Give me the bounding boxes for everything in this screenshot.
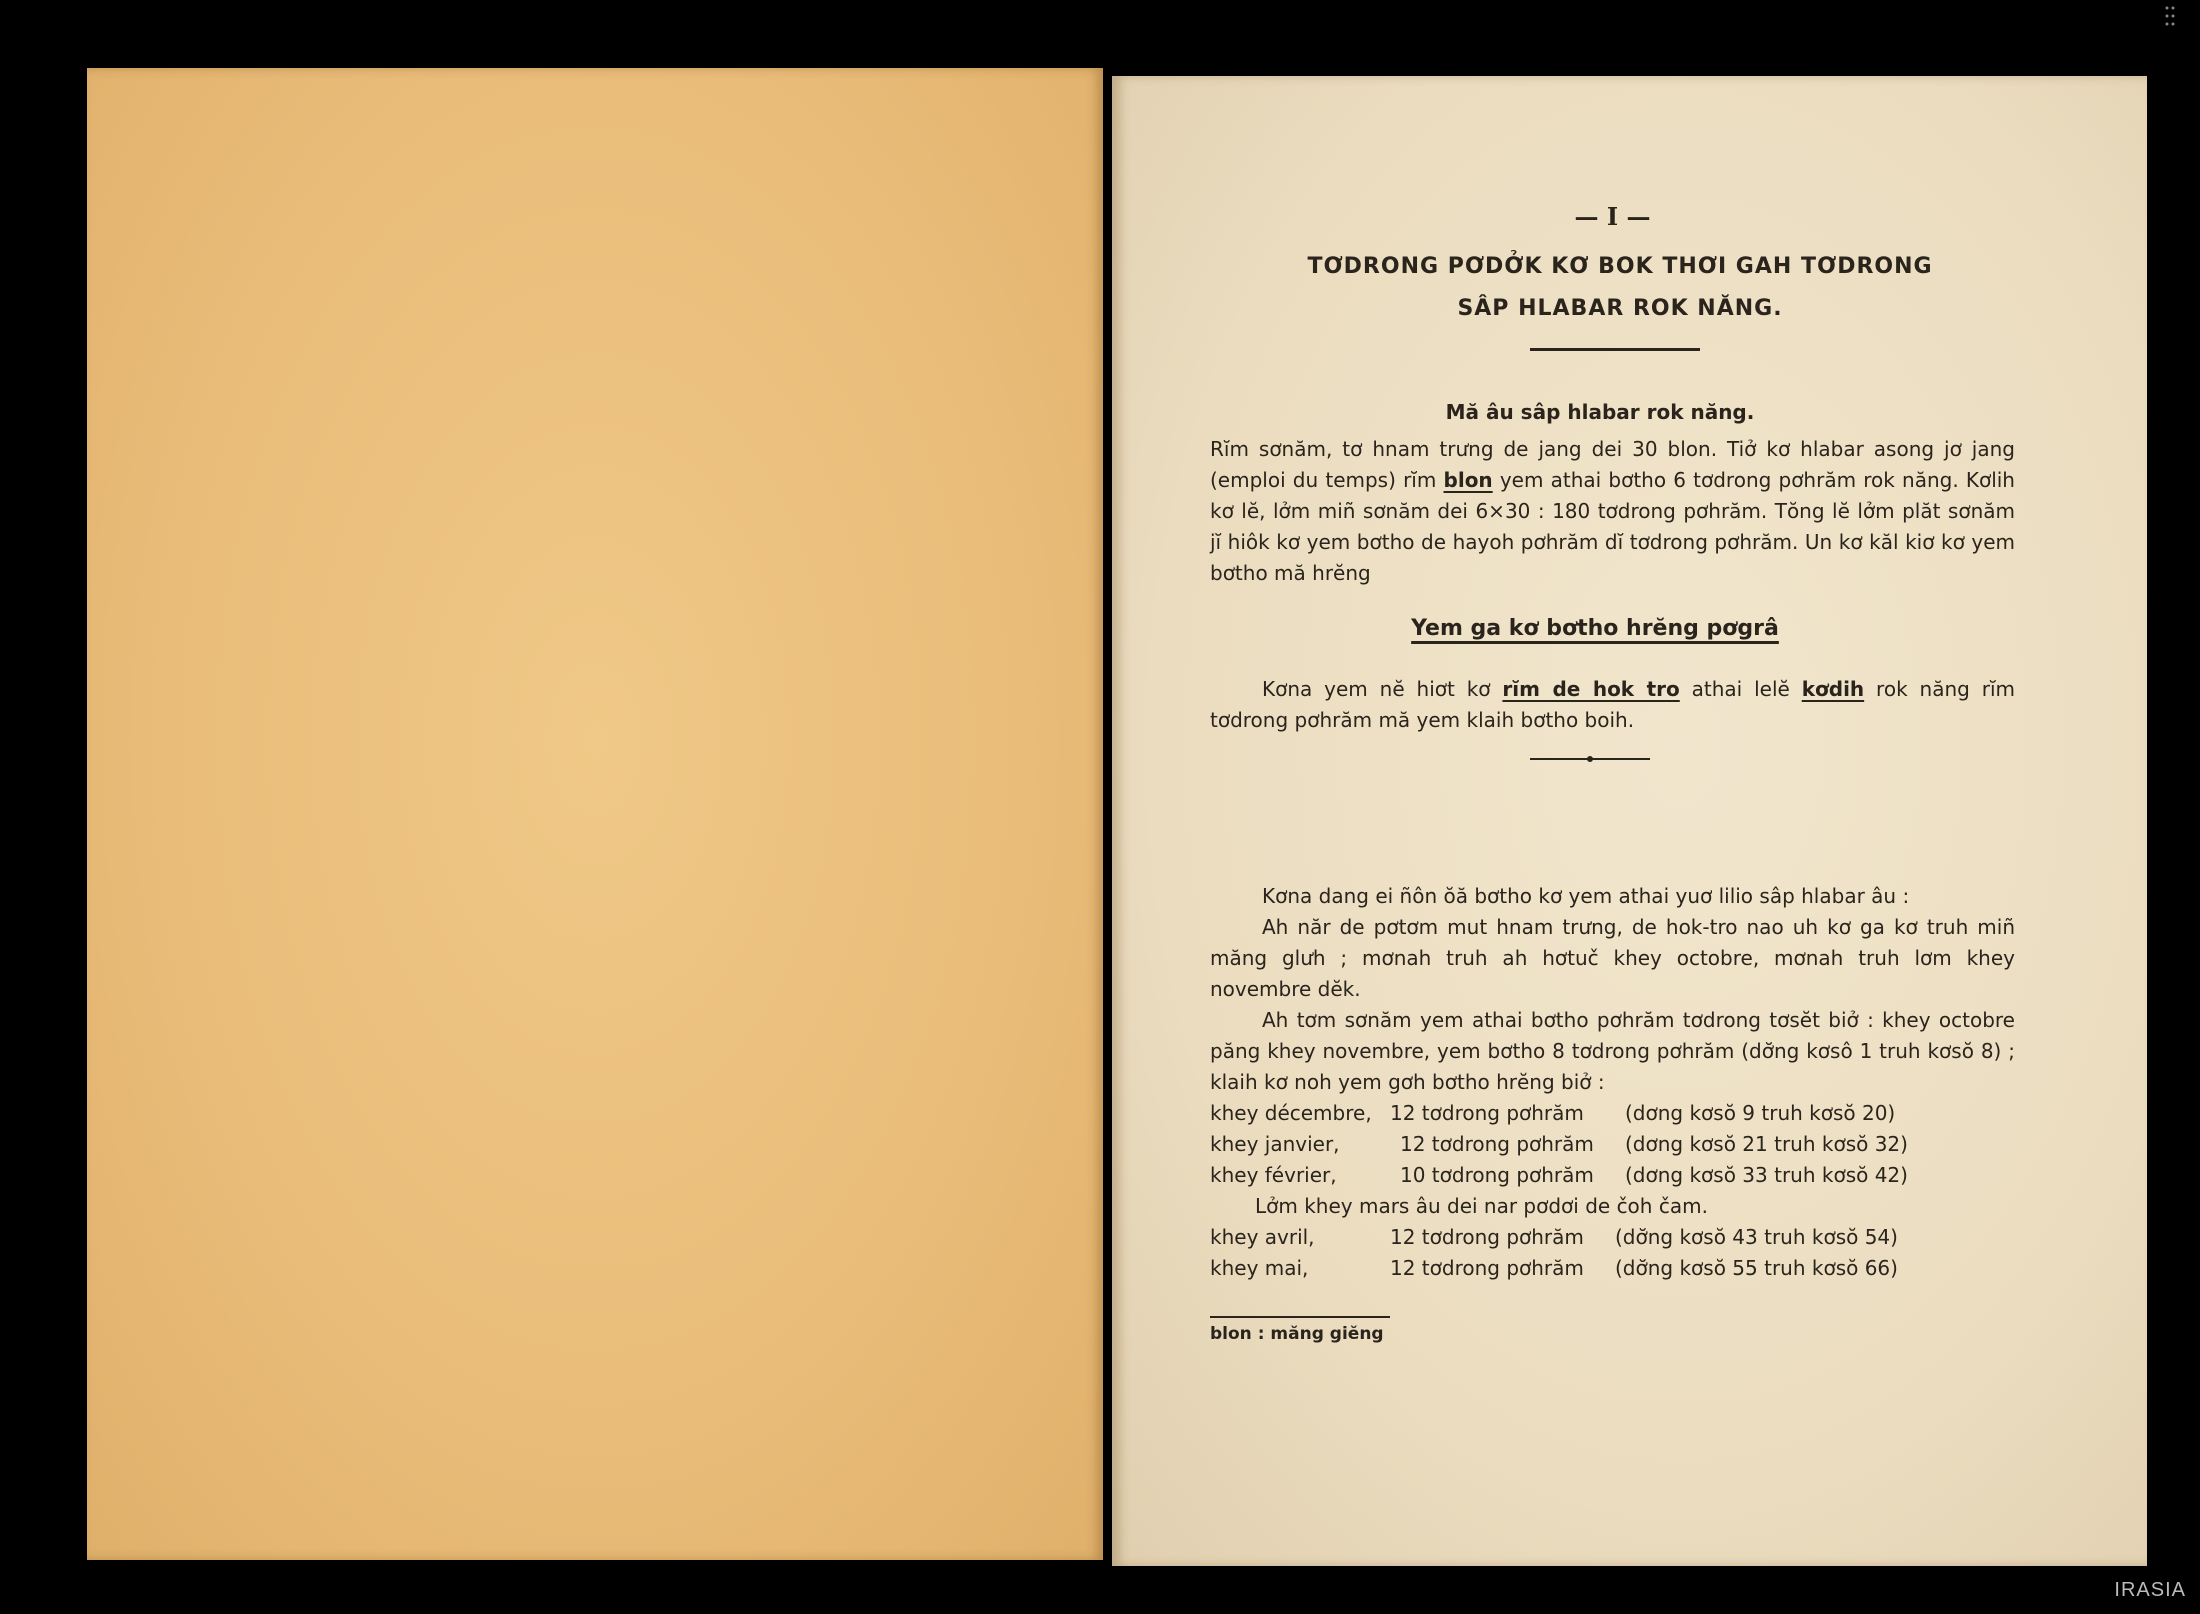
schedule-month: khey avril,	[1210, 1225, 1315, 1249]
footnote-rule	[1210, 1316, 1390, 1318]
paragraph-3: Kơna dang ei ñôn ŏă bơtho kơ yem athai yuơ lilio sâp hlabar âu :	[1262, 884, 1910, 908]
paragraph-1	[1210, 434, 2015, 589]
subheading: Mă âu sâp hlabar rok năng.	[1445, 400, 1755, 424]
title-rule	[1530, 348, 1700, 351]
mars-note: Lởm khey mars âu dei nar pơdơi de čoh čam.	[1255, 1194, 1708, 1218]
underlined-heading-text: Yem ga kơ bơtho hrĕng pơgrâ	[1411, 616, 1779, 641]
schedule-count: 12 tơdrong pơhrăm	[1390, 1256, 1584, 1280]
schedule-count: 10 tơdrong pơhrăm	[1400, 1163, 1594, 1187]
right-page	[1112, 76, 2147, 1566]
paragraph-2-text-c: rok năng rĭm tơdrong pơhrăm mă yem klaih bơtho boih.	[1210, 677, 2015, 732]
schedule-month: khey février,	[1210, 1163, 1337, 1187]
schedule-month: khey décembre,	[1210, 1101, 1372, 1125]
left-page-blank	[87, 68, 1103, 1560]
chapter-title: TƠDRONG PƠDỞK KƠ BOK THƠI GAH TƠDRONG SÂP HLABAR ROK NĂNG.	[1307, 254, 1933, 321]
paragraph-1-text-b: yem athai bơtho 6 tơdrong pơhrăm rok năng. Kơlih kơ lĕ, lởm miñ sơnăm dei 6×30 : 180 tơdrong pơhrăm. Tŏng lĕ lởm plăt sơnăm jĭ hiôk kơ yem bơtho de hayoh pơhrăm dĭ tơdrong pơhrăm. Un kơ kăl kiơ kơ yem bơtho mă hrĕng	[1210, 468, 2015, 585]
schedule-range: (dơ̆ng kơsŏ 43 truh kơsŏ 54)	[1615, 1225, 1898, 1249]
paragraph-2	[1210, 674, 2015, 736]
schedule-range: (dơng kơsŏ 9 truh kơsŏ 20)	[1625, 1101, 1896, 1125]
paragraph-4: Ah năr de pơtơm mut hnam trưng, de hok-tro nao uh kơ ga kơ truh miñ măng glưh ; mơnah truh ah hơtuč khey octobre, mơnah truh lơm khey novembre dĕk.	[1210, 915, 2015, 1001]
schedule-count: 12 tơdrong pơhrăm	[1390, 1101, 1584, 1125]
text-column	[1210, 76, 2015, 1476]
underlined-heading	[1210, 616, 1980, 641]
schedule-range: (dơng kơsŏ 33 truh kơsŏ 42)	[1625, 1163, 1908, 1187]
footnote: blon : măng giĕng	[1210, 1324, 1384, 1344]
schedule-count: 12 tơdrong pơhrăm	[1390, 1225, 1584, 1249]
schedule-range: (dơng kơsŏ 21 truh kơsŏ 32)	[1625, 1132, 1908, 1156]
schedule-month: khey janvier,	[1210, 1132, 1340, 1156]
paragraph-1-underlined-term: blon	[1443, 468, 1493, 492]
paragraph-2-underlined-1: rĭm de hok tro	[1502, 677, 1680, 701]
paragraph-1-text-a: Rĭm sơnăm, tơ hnam trưng de jang dei 30 blon. Tiở kơ hlabar asong jơ jang (emploi du temps) rĭm	[1210, 437, 2015, 492]
watermark: IRASIA	[2114, 1579, 2186, 1601]
corner-dots-icon	[2164, 4, 2176, 28]
ornament-divider-icon	[1530, 754, 1650, 764]
paragraph-5: Ah tơm sơnăm yem athai bơtho pơhrăm tơdrong tơsĕt biở : khey octobre păng khey novembre, yem bơtho 8 tơdrong pơhrăm (dơ̆ng kơsô 1 truh kơsŏ 8) ; klaih kơ noh yem gơh bơtho hrĕng biở :	[1210, 1008, 2015, 1094]
page-number: — I —	[1574, 202, 1651, 231]
paragraph-2-underlined-2: kơdih	[1801, 677, 1865, 701]
schedule-month: khey mai,	[1210, 1256, 1309, 1280]
schedule-range: (dơ̆ng kơsŏ 55 truh kơsŏ 66)	[1615, 1256, 1898, 1280]
paragraph-2-text-a: Kơna yem nĕ hiơt kơ	[1262, 677, 1503, 701]
schedule-count: 12 tơdrong pơhrăm	[1400, 1132, 1594, 1156]
paragraph-2-text-b: athai lelĕ	[1679, 677, 1802, 701]
